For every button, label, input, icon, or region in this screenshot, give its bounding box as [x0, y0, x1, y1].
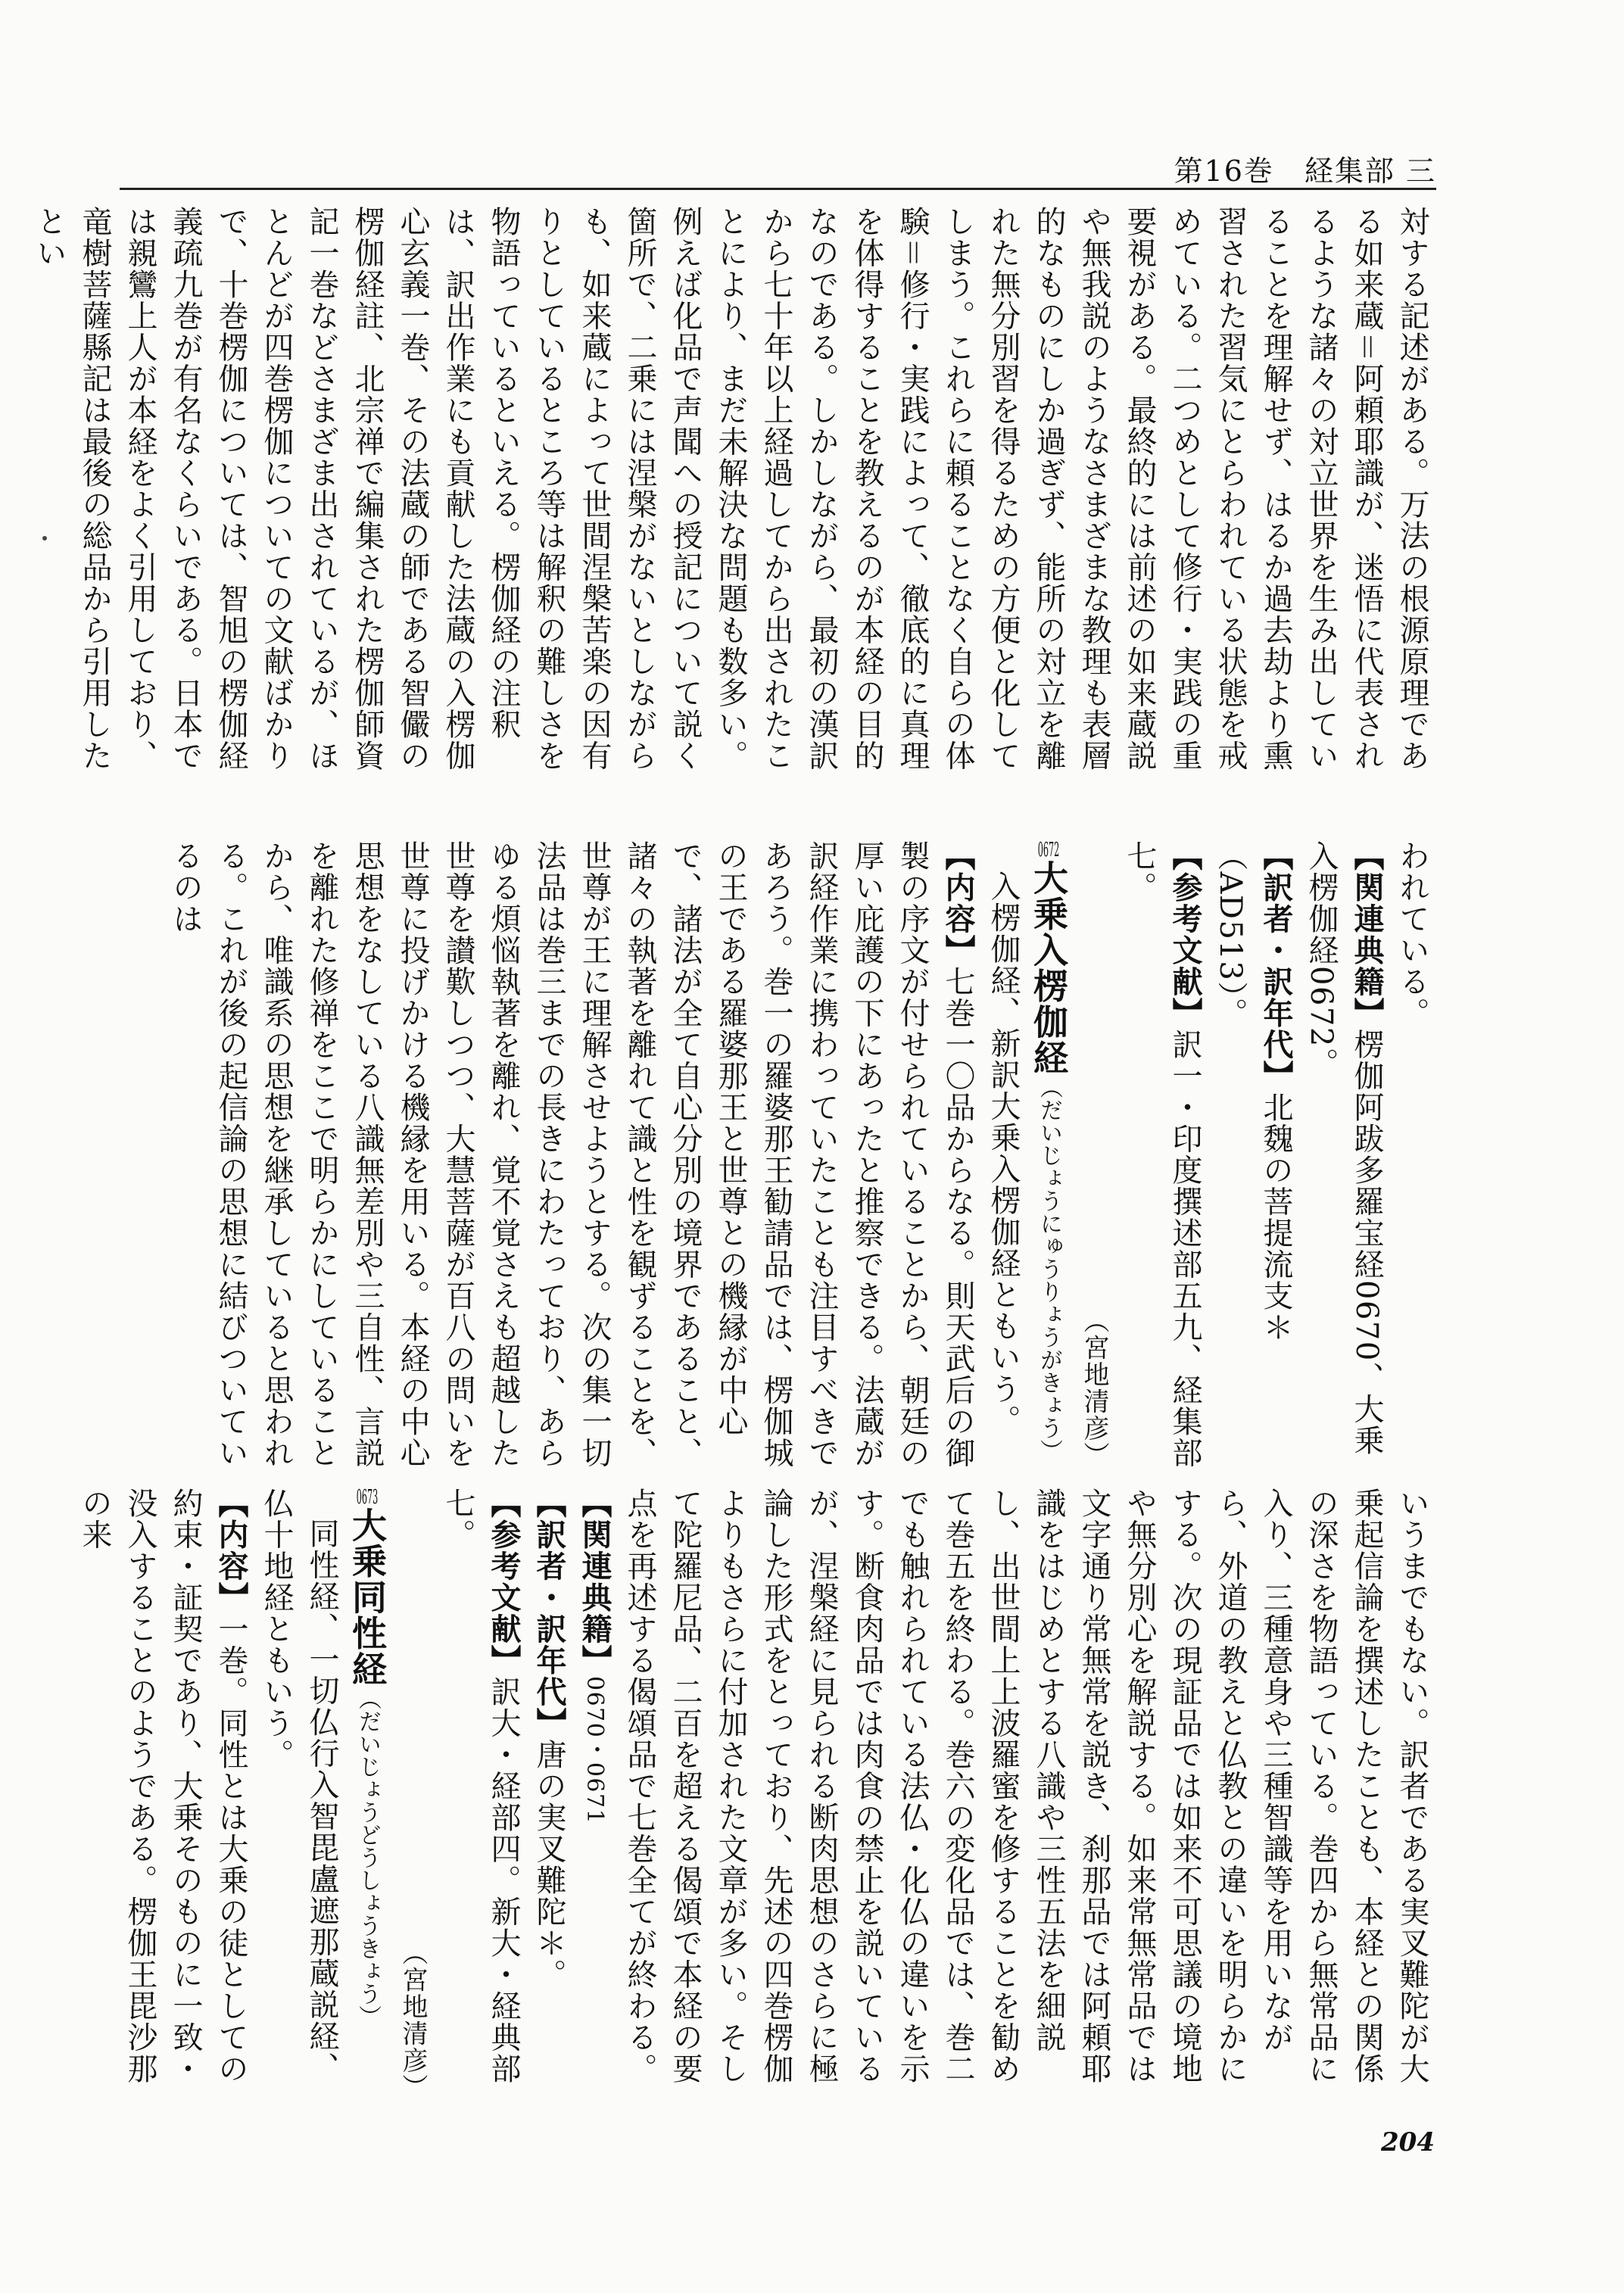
- header-rule: [120, 188, 1436, 190]
- entry-reading: （だいじょうにゅうりょうがきょう）: [1036, 1076, 1062, 1462]
- page-number: 204: [1381, 2127, 1435, 2157]
- entry-number: 0673: [356, 1488, 379, 1507]
- content-paragraph: [72, 1488, 254, 2101]
- entry-title: 大乗入楞伽経: [1028, 860, 1069, 1076]
- content-text: 七巻一〇品からなる。則天武后の御製の序文が付せられていることから、朝廷の厚い庇護の下にあったと推察できる。法蔵が訳経作業に携わっていたことも注目すべきであろう。巻一の羅婆那王勧請品では、楞伽城の王である羅婆那王と世尊との機縁が中心で、諸法が全て自心分別の境界であること、諸々の執著を離れて識と性を観ずることを、世尊が王に理解させようとする。次の集一切法品は巻三までの長きにわたっており、あらゆる煩悩執著を離れ、覚不覚さえも超越した世尊を讃歎しつつ、大慧菩薩が百八の問いを世尊に投げかける機縁を用いる。本経の中心思想をなしている八識無差別や三自性、言説を離れた修禅をここで明らかにしていることから、唯識系の思想を継承していると思われる。これが後の起信論の思想に結びついているのは: [168, 840, 975, 1469]
- entry-alias: 同性経、一切仏行入智毘盧遮那蔵説経、仏十地経ともいう。: [259, 1488, 339, 2083]
- entry-title-group: [347, 1488, 388, 1687]
- entry-heading: [344, 1488, 390, 2101]
- content-label: 【内容】: [214, 1488, 249, 1613]
- content-paragraph: [163, 840, 980, 1469]
- literature-value: 訳大・経部四。新大・経典部七。: [441, 1488, 521, 2085]
- related-texts-label: 【関連典籍】: [577, 1488, 613, 1676]
- body-paragraph: いうまでもない。訳者である実叉難陀が大乗起信論を撰述したことも、本経との関係の深さを物語っている。巻四から無常品に入り、三種意身や三種智識等を用いながら、外道の教えと仏教との違いを明らかにする。次の現証品では如来不可思議の境地や無分別心を解説する。如来常無常品では文字通り常無常を説き、刹那品では阿頼耶識をはじめとする八識や三性五法を細説し、出世間上上波羅蜜を修することを勧めて巻五を終わる。巻六の変化品では、巻二でも触れられている法仏・化仏の違いを示す。断食肉品では肉食の禁止を説いているが、涅槃経に見られる断肉思想のさらに極論した形式をとっており、先述の四巻楞伽よりもさらに付加された文章が多い。そして陀羅尼品、二百を超える偈頌で本経の要点を再述する偈頌品で七巻全てが終わる。: [622, 1488, 1429, 2085]
- translator-label: 【訳者・訳年代】: [1258, 840, 1294, 1092]
- entry-title-group: [1028, 840, 1069, 1076]
- literature-label: 【参考文献】: [1167, 840, 1203, 1029]
- author-credit: （宮地清彦）: [397, 1939, 428, 2101]
- literature-label: 【参考文献】: [486, 1488, 522, 1676]
- entry-alias: 入楞伽経、新訳大乗入楞伽経ともいう。: [986, 871, 1021, 1436]
- literature-line: [435, 1488, 526, 2101]
- entry-number: 0672: [1037, 840, 1060, 860]
- text-tier-middle: [117, 840, 1435, 1469]
- translator-value: 唐の実叉難陀＊。: [531, 1739, 566, 1990]
- related-texts-label: 【関連典籍】: [1349, 840, 1385, 1029]
- literature-value: 訳一・印度撰述部五九、経集部七。: [1122, 840, 1202, 1469]
- content-text: 一巻。同性とは大乗の徒としての約束・証契であり、大乗そのものに一致・没入することのようである。楞伽王毘沙那の来: [77, 1488, 248, 2085]
- related-texts-value: 楞伽阿跋多羅宝経0670、大乗入楞伽経0672。: [1304, 840, 1384, 1456]
- author-credit: （宮地清彦）: [1079, 1307, 1109, 1469]
- text-tier-upper: [32, 206, 1435, 789]
- related-texts-line: [1298, 840, 1389, 1469]
- literature-line: [1117, 840, 1208, 1469]
- translator-line: [526, 1488, 572, 2101]
- translator-label: 【訳者・訳年代】: [531, 1488, 567, 1739]
- content-label: 【内容】: [940, 840, 976, 966]
- related-texts-line: [572, 1488, 617, 2101]
- text-tier-lower: [77, 1488, 1435, 2101]
- continuation-text: われている。: [1395, 840, 1429, 1029]
- entry-heading: [1026, 840, 1071, 1469]
- entry-reading: （だいじょうどうしょうきょう）: [354, 1687, 381, 2028]
- running-header: 第16巻 経集部 三: [1174, 154, 1436, 188]
- translator-value: 北魏の菩提流支＊（AD513）。: [1213, 840, 1293, 1343]
- body-paragraph: 対する記述がある。万法の根源原理である如来蔵＝阿頼耶識が、迷悟に代表されるような諸々の対立世界を生み出していることを理解せず、はるか過去劫より熏習された習気にとらわれている状態を戒めている。二つめとして修行・実践の重要視がある。最終的には前述の如来蔵説や無我説のようなさまざまな教理も表層的なものにしか過ぎず、能所の対立を離れた無分別習を得るための方便と化してしまう。これらに頼ることなく自らの体験＝修行・実践によって、徹底的に真理を体得することを教えるのが本経の目的なのである。しかしながら、最初の漢訳から七十年以上経過してから出されたことにより、まだ未解決な問題も数多い。例えば化品で声聞への授記について説く箇所で、二乗には涅槃がないとしながらも、如来蔵によって世間涅槃苦楽の因有りとしているところ等は解釈の難しさを物語っているといえる。楞伽経の注釈は、訳出作業にも貢献した法蔵の入楞伽心玄義一巻、その法蔵の師である智儼の楞伽経註、北宗禅で編集された楞伽師資記一巻などさまざま出されているが、ほとんどが四巻楞伽についての文献ばかりで、十巻楞伽については、智旭の楞伽経義疏九巻が有名なくらいである。日本では親鸞上人が本経をよく引用しており、竜樹菩薩縣記は最後の総品から引用したとい: [32, 206, 1429, 771]
- translator-line: [1208, 840, 1298, 1469]
- related-texts-value: 0670・0671: [581, 1676, 608, 1825]
- entry-title: 大乗同性経: [347, 1507, 388, 1687]
